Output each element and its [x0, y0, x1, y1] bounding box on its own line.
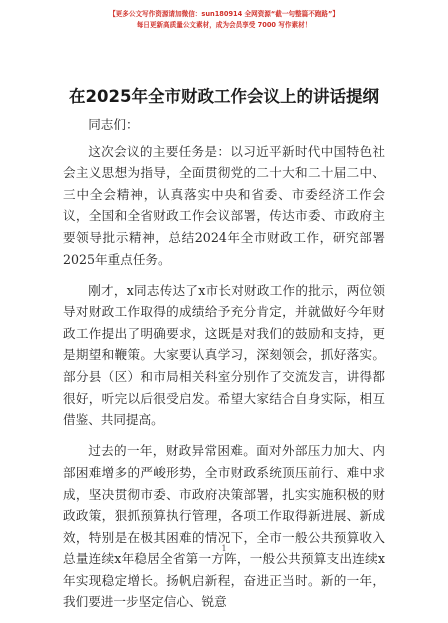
promo-banner-line-2: 每日更新高质量公文素材，成为会员享受 7000 写作素材！ — [136, 21, 312, 29]
greeting: 同志们： — [88, 117, 139, 132]
promo-banner-line-1: 【更多公文写作资源请加微信：sun180914 全网资源“截一句整篇不跑路”】 — [109, 10, 339, 18]
document-title: 在2025年全市财政工作会议上的讲话提纲 — [69, 87, 379, 106]
paragraph-3: 过去的一年，财政异常困难。面对外部压力加大、内部困难增多的严峻形势，全市财政系统顶压前行、难中求成，坚决贯彻市委、市政府决策部署，扎实实施积极的财政政策，狠抓预算执行管理，各项工作取得新进展、新成效，特别是在极其困难的情况下，全市一般公共预算收入总量连续x年稳居全省第一方阵，一般公共预算支出连续x年实现稳定增长。扬帆启新程，奋进正当时。新的一年，我们要进一步坚定信心、锐意 — [63, 443, 385, 610]
paragraph-2: 刚才，x同志传达了x市长对财政工作的批示，两位领导对财政工作取得的成绩给予充分肯定，并就做好今年财政工作提出了明确要求，这既是对我们的鼓励和支持，更是期望和鞭策。大家要认真学习，深刻领会，抓好落实。部分县（区）和市局相关科室分别作了交流发言，讲得都很好，听完以后很受启发。希望大家结合自身实际，相互借鉴、共同提高。 — [63, 282, 385, 428]
paragraph-1: 这次会议的主要任务是：以习近平新时代中国特色社会主义思想为指导，全面贯彻党的二十大和二十届二中、三中全会精神，认真落实中央和省委、市委经济工作会议，全国和全省财政工作会议部署，传达市委、市政府主要领导批示精神，总结2024年全市财政工作，研究部署2025年重点任务。 — [63, 143, 385, 267]
page-number: 1 — [221, 544, 227, 553]
